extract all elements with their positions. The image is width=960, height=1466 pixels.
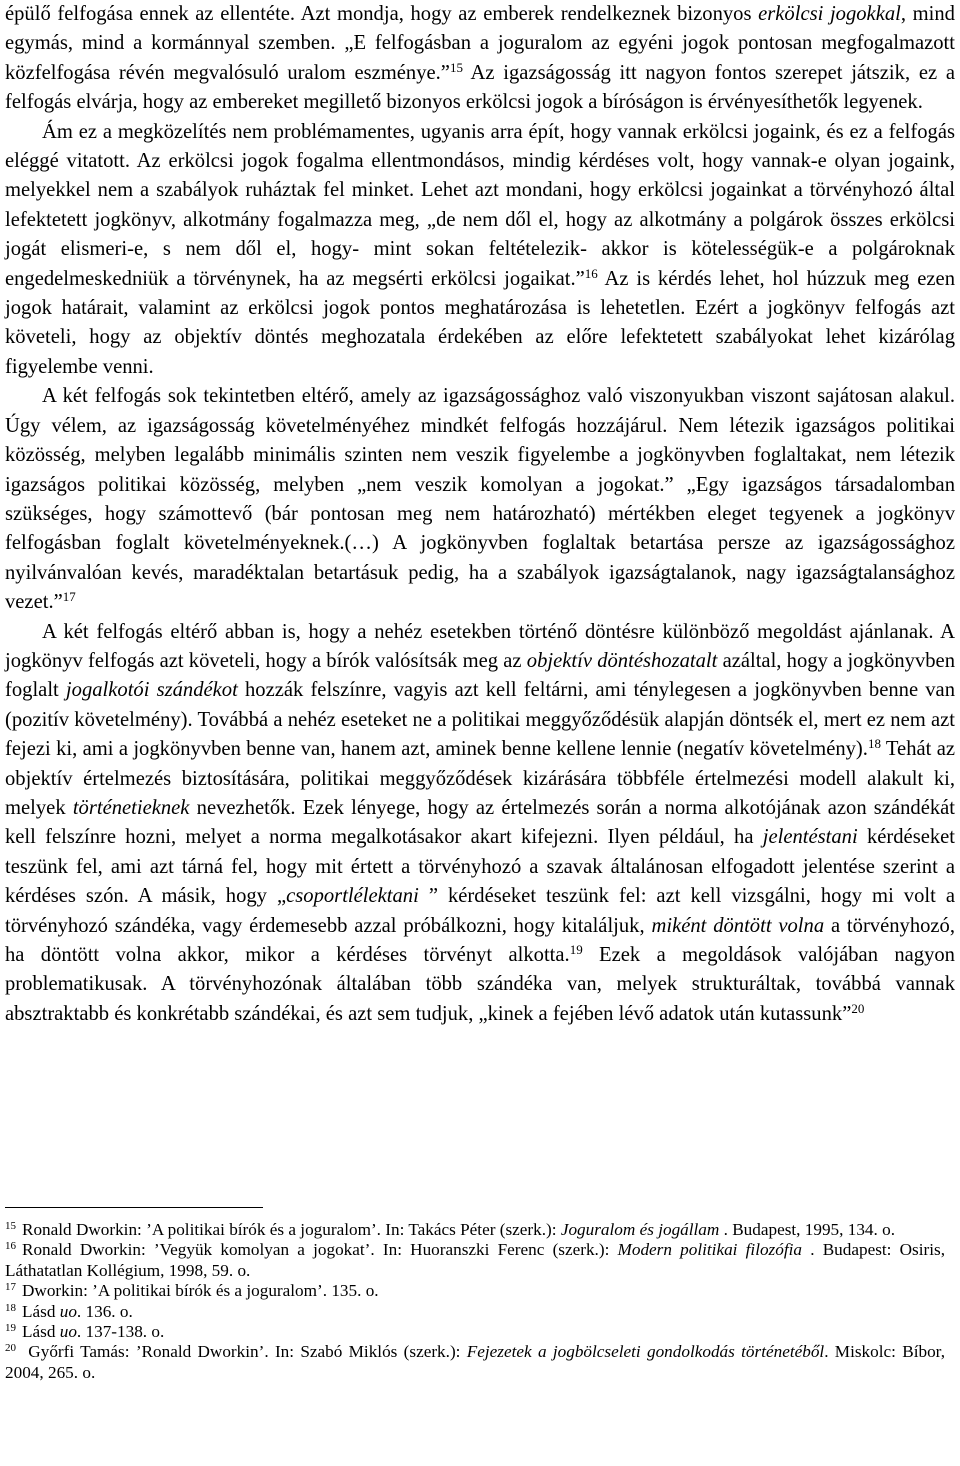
text-run: Ezek a megoldások valójában nagyon problematikusak. A törvényhozónak általában több szándéka van, melyek strukturáltak, továbbá vannak absztraktabb és konkrétabb szándékai, és azt sem tudjuk, „kinek a fejében lévő adatok után kutassunk”	[5, 944, 955, 1025]
footnote-item	[5, 1220, 945, 1240]
text-run: azáltal, hogy a jogkönyvben foglalt	[5, 649, 955, 702]
paragraph-4	[5, 618, 955, 1030]
italic-text: miként döntött volna	[651, 914, 825, 937]
text-run: Az igazságosság itt nagyon fontos szerepet játszik, ez a felfogás elvárja, hogy az embereket megillető bizonyos erkölcsi jogok a bíróságon is érvényesíthetők legyenek.	[5, 61, 955, 114]
text-run: Lásd	[22, 1322, 60, 1342]
footnote-ref: 19	[569, 942, 583, 957]
text-run: Ám ez a megközelítés nem problémamentes, ugyanis arra épít, hogy vannak erkölcsi jogaink, és ez a felfogás eléggé vitatott. Az erkölcsi jogok fogalma ellentmondásos, mindig kérdéses volt, hogy vannak-e olyan jogaink, melyekkel nem a szabályok ruháztak fel minket. Lehet azt mondani, hogy erkölcsi jogainkat a törvényhozó által lefektetett jogkönyv, alkotmány fogalmazza meg, „de nem dől el, hogy az alkotmány a polgárok összes erkölcsi jogát elismeri-e, s nem dől el, hogy- mint sokan feltételezik- akkor is kötelességük-e a polgároknak engedelmeskedniük a törvénynek, ha az megsérti erkölcsi jogaikat.”	[5, 120, 955, 290]
italic-text: Modern politikai filozófia	[617, 1240, 802, 1260]
footnote-number: 17	[5, 1281, 16, 1294]
footnote-number: 18	[5, 1301, 16, 1314]
footnote-number: 19	[5, 1322, 16, 1335]
text-run: kérdéseket teszünk fel, ami azt tárná fel, hogy mit értett a törvényhozó a szavak általánosan elfogadott jelentése szerint a kérdéses szón. A másik, hogy „	[5, 826, 956, 908]
footnotes-section	[5, 1207, 945, 1383]
italic-text: objektív döntéshozatalt	[526, 649, 718, 672]
footnote-number: 20	[5, 1342, 16, 1355]
footnote-item	[5, 1281, 945, 1301]
footnote-item	[5, 1342, 945, 1383]
italic-text: csoportlélektani	[286, 885, 419, 908]
footnote-ref: 18	[867, 736, 881, 752]
paragraph-3	[5, 382, 955, 617]
text-run: Ronald Dworkin: ’Vegyük komolyan a jogokat’. In: Huoranszki Ferenc (szerk.):	[22, 1240, 618, 1260]
italic-text: uo	[59, 1301, 77, 1321]
footnote-ref: 15	[449, 59, 463, 75]
footnote-item	[5, 1302, 945, 1322]
text-run: Győrfi Tamás: ’Ronald Dworkin’. In: Szabó Miklós (szerk.):	[22, 1342, 467, 1362]
italic-text: történetieknek	[72, 796, 190, 819]
footnote-ref: 17	[62, 589, 76, 605]
text-run: Ronald Dworkin: ’A politikai bírók és a joguralom’. In: Takács Péter (szerk.):	[22, 1220, 561, 1239]
text-run: . Budapest, 1995, 134. o.	[719, 1220, 895, 1239]
italic-text: Joguralom és jogállam	[560, 1220, 720, 1239]
italic-text: Fejezetek a jogbölcseleti gondolkodás történetéből	[466, 1342, 825, 1362]
text-run: nevezhetők. Ezek lényege, hogy az értelmezés során a norma alkotójának azon szándékát kell felszínre hozni, melyet a norma megalkotásakor akart kifejezni. Ilyen például, ha	[5, 796, 955, 849]
footnote-item	[5, 1322, 945, 1342]
footnote-separator	[5, 1207, 263, 1208]
footnote-number: 15	[5, 1220, 16, 1232]
text-run: . Budapest: Osiris, Láthatatlan Kollégium, 1998, 59. o.	[5, 1240, 945, 1280]
text-run: Tehát az objektív értelmezés biztosítására, politikai meggyőződések kizárására többféle értelmezési modell alakult ki, melyek	[5, 738, 955, 819]
text-run: épülő felfogása ennek az ellentéte. Azt mondja, hogy az emberek rendelkeznek bizonyos	[5, 3, 759, 25]
text-run: A két felfogás sok tekintetben eltérő, amely az igazságossághoz való viszonyukban viszont sajátosan alakul. Úgy vélem, az igazságosság követelményéhez mindkét felfogás hozzájárul. Nem létezik igazságos politikai közösség, melyben legalább minimális szinten nem veszik figyelembe a jogkönyvben foglaltakat, nem létezik igazságos politikai közösség, melyben „nem veszik komolyan a jogokat.” „Egy igazságos társadalomban szükséges, hogy számottevő (bár pontosan meg nem határozható) mértékben eleget tegyenek a jogkönyv felfogásban foglalt követelményeknek.(…) A jogkönyvben foglaltak betartása persze az igazságossághoz nyilvánvalóan kevés, maradéktalan betartásuk pedig, ha a szabályok igazságtalanok, nagy igazságtalansághoz vezet.”	[5, 385, 955, 614]
text-run: a törvényhozó, ha döntött volna akkor, mikor a kérdéses törvényt alkotta.	[5, 914, 956, 966]
text-run: , mind egymás, mind a kormánnyal szemben. „E felfogásban a joguralom az egyéni jogok pontosan megfogalmazott közfelfogása révén megvalósuló uralom eszménye.”	[5, 3, 955, 84]
text-run: . Miskolc: Bíbor, 2004, 265. o.	[5, 1342, 945, 1382]
text-run: Az is kérdés lehet, hol húzzuk meg ezen jogok határait, valamint az erkölcsi jogok pontos meghatározása is lehetetlen. Ezért a jogkönyv felfogás azt követeli, hogy az objektív döntés meghozatala érdekében az előre lefektetett szabályokat lehet kizárólag figyelembe venni.	[5, 267, 955, 378]
italic-text: jelentéstani	[762, 826, 858, 849]
paragraph-1	[5, 0, 955, 118]
italic-text: erkölcsi jogokkal	[758, 3, 901, 25]
text-run: . 137-138. o.	[76, 1322, 165, 1342]
footnote-list	[5, 1220, 945, 1383]
text-run: A két felfogás eltérő abban is, hogy a nehéz esetekben történő döntésre különböző megoldást ajánlanak. A jogkönyv felfogás azt követeli, hogy a bírók valósítsák meg az	[5, 620, 955, 672]
text-run: hozzák felszínre, vagyis azt kell feltárni, ami ténylegesen a jogkönyvben benne van (pozitív követelmény). Továbbá a nehéz eseteket ne a politikai meggyőződésük alapján döntsék el, mert ez nem azt fejezi ki, ami a jogkönyvben benne van, hanem azt, aminek benne kellene lennie (negatív követelmény).	[5, 679, 955, 761]
italic-text: uo	[59, 1322, 77, 1342]
document-page	[5, 0, 955, 1029]
text-run: Lásd	[22, 1301, 60, 1321]
footnote-number: 16	[5, 1240, 16, 1253]
footnote-item	[5, 1240, 945, 1281]
text-run: Dworkin: ’A politikai bírók és a joguralom’. 135. o.	[22, 1281, 379, 1301]
footnote-ref: 16	[584, 265, 598, 281]
paragraph-2	[5, 118, 955, 383]
footnote-ref: 20	[851, 1000, 865, 1016]
text-run: . 136. o.	[76, 1301, 133, 1321]
text-run: ” kérdéseket teszünk fel: azt kell vizsgálni, hogy mi volt a törvényhozó szándéka, vagy érdemesebb azzal próbálkozni, hogy kitaláljuk,	[5, 885, 956, 937]
italic-text: jogalkotói szándékot	[65, 679, 238, 702]
